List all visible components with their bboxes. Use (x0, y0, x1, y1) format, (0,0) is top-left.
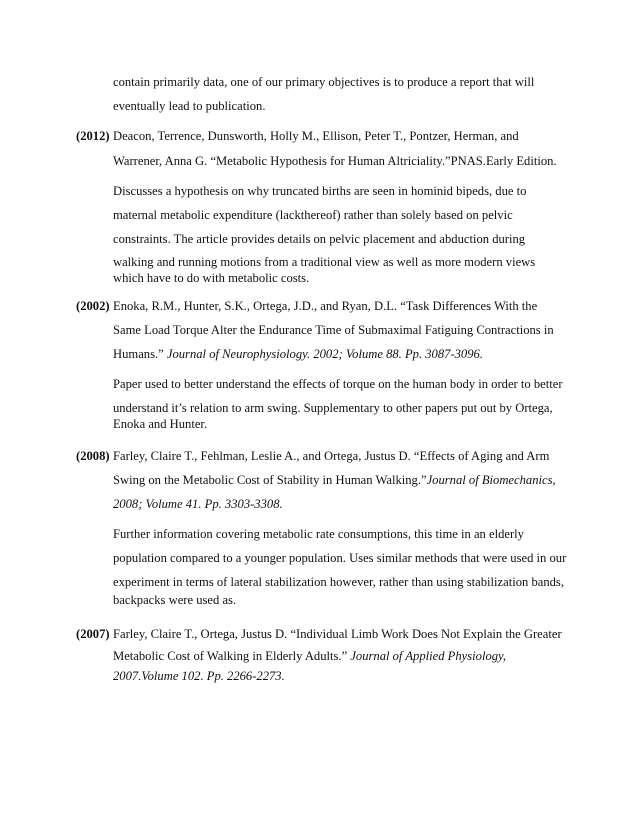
summary-line: walking and running motions from a traditional view as well as more modern views (113, 255, 536, 269)
entry-year: (2002) (76, 299, 110, 313)
summary-line: backpacks were used as. (113, 593, 237, 607)
summary-line: Discusses a hypothesis on why truncated births are seen in hominid bipeds, due to (113, 184, 527, 198)
citation-line: Enoka, R.M., Hunter, S.K., Ortega, J.D., and Ryan, D.L. “Task Differences With the (113, 299, 538, 313)
summary-line: which have to do with metabolic costs. (113, 271, 310, 285)
citation-line (113, 496, 283, 512)
entry-year: (2007) (76, 627, 110, 641)
entry-year: (2008) (76, 449, 110, 463)
summary-line: constraints. The article provides details on pelvic placement and abduction during (113, 232, 526, 246)
summary-line: Paper used to better understand the effects of torque on the human body in order to better (113, 377, 563, 391)
citation-text: Swing on the Metabolic Cost of Stability in Human Walking.” (113, 473, 427, 487)
intro-line: contain primarily data, one of our primary objectives is to produce a report that will (113, 75, 535, 89)
citation-line: Warrener, Anna G. “Metabolic Hypothesis for Human Altriciality.”PNAS.Early Edition. (113, 154, 557, 168)
entry-year: (2012) (76, 129, 110, 143)
journal-reference: Journal of Neurophysiology. 2002; Volume 88. Pp. 3087-3096. (166, 347, 483, 361)
citation-line (113, 668, 285, 684)
journal-reference: 2007.Volume 102. Pp. 2266-2273. (113, 669, 285, 683)
citation-line: Farley, Claire T., Fehlman, Leslie A., and Ortega, Justus D. “Effects of Aging and Arm (113, 449, 550, 463)
citation-text: Humans.” (113, 347, 167, 361)
citation-line (113, 472, 556, 488)
summary-line: understand it’s relation to arm swing. Supplementary to other papers put out by Ortega, (113, 401, 553, 415)
journal-reference: 2008; Volume 41. Pp. 3303-3308. (113, 497, 283, 511)
summary-line: population compared to a younger population. Uses similar methods that were used in our (113, 551, 567, 565)
citation-line (113, 648, 506, 664)
citation-line: Deacon, Terrence, Dunsworth, Holly M., Ellison, Peter T., Pontzer, Herman, and (113, 129, 519, 143)
journal-reference: Journal of Biomechanics, (426, 473, 556, 487)
journal-reference: Journal of Applied Physiology, (350, 649, 507, 663)
intro-line: eventually lead to publication. (113, 99, 266, 113)
summary-line: maternal metabolic expenditure (lackthereof) rather than solely based on pelvic (113, 208, 513, 222)
summary-line: Further information covering metabolic rate consumptions, this time in an elderly (113, 527, 524, 541)
citation-text: Metabolic Cost of Walking in Elderly Adults.” (113, 649, 351, 663)
citation-line: Same Load Torque Alter the Endurance Time of Submaximal Fatiguing Contractions in (113, 323, 554, 337)
citation-line: Farley, Claire T., Ortega, Justus D. “Individual Limb Work Does Not Explain the Greater (113, 627, 562, 641)
summary-line: Enoka and Hunter. (113, 417, 208, 431)
summary-line: experiment in terms of lateral stabilization however, rather than using stabilization bands, (113, 575, 564, 589)
citation-line (113, 346, 483, 362)
